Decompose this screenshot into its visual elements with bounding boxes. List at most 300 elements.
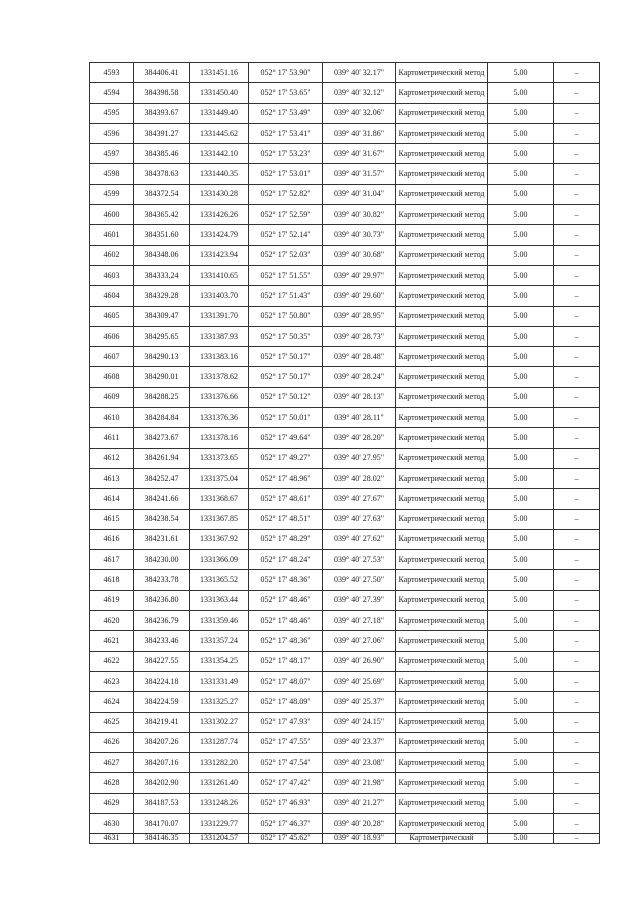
x-coordinate-cell: 384187.53 [134,793,190,813]
point-number-cell: 4602 [90,245,134,265]
accuracy-cell: 5.00 [488,184,554,204]
y-coordinate-cell: 1331426.26 [190,205,249,225]
latitude-cell: 052° 17' 49.64" [249,428,323,448]
method-cell: Картометрический метод [396,164,488,184]
y-coordinate-cell: 1331423.94 [190,245,249,265]
accuracy-cell: 5.00 [488,144,554,164]
accuracy-cell: 5.00 [488,529,554,549]
table-row [90,550,600,570]
note-cell: – [554,692,600,712]
x-coordinate-cell: 384290.01 [134,367,190,387]
longitude-cell: 039° 40' 31.67" [323,144,396,164]
longitude-cell: 039° 40' 21.98" [323,773,396,793]
y-coordinate-cell: 1331366.09 [190,550,249,570]
latitude-cell: 052° 17' 52.59" [249,205,323,225]
coordinates-table [89,62,600,844]
latitude-cell: 052° 17' 53.23" [249,144,323,164]
table-row [90,753,600,773]
y-coordinate-cell: 1331325.27 [190,692,249,712]
method-cell: Картометрический метод [396,245,488,265]
note-cell: – [554,448,600,468]
x-coordinate-cell: 384406.41 [134,63,190,83]
point-number-cell: 4596 [90,123,134,143]
y-coordinate-cell: 1331287.74 [190,732,249,752]
table-row [90,428,600,448]
point-number-cell: 4616 [90,529,134,549]
latitude-cell: 052° 17' 48.36" [249,570,323,590]
note-cell: – [554,286,600,306]
y-coordinate-cell: 1331449.40 [190,103,249,123]
point-number-cell: 4607 [90,347,134,367]
method-cell: Картометрический метод [396,103,488,123]
x-coordinate-cell: 384398.58 [134,83,190,103]
latitude-cell: 052° 17' 52.14" [249,225,323,245]
note-cell: – [554,367,600,387]
method-cell: Картометрический метод [396,793,488,813]
longitude-cell: 039° 40' 28.20" [323,428,396,448]
accuracy-cell: 5.00 [488,468,554,488]
note-cell: – [554,408,600,428]
table-row [90,63,600,83]
accuracy-cell: 5.00 [488,164,554,184]
longitude-cell: 039° 40' 31.04" [323,184,396,204]
note-cell: – [554,489,600,509]
method-cell: Картометрический метод [396,651,488,671]
longitude-cell: 039° 40' 30.73" [323,225,396,245]
note-cell: – [554,712,600,732]
table-row [90,692,600,712]
latitude-cell: 052° 17' 48.29" [249,529,323,549]
note-cell: – [554,813,600,833]
accuracy-cell: 5.00 [488,103,554,123]
latitude-cell: 052° 17' 48.61" [249,489,323,509]
point-number-cell: 4630 [90,813,134,833]
longitude-cell: 039° 40' 27.50" [323,570,396,590]
note-cell: – [554,611,600,631]
accuracy-cell: 5.00 [488,671,554,691]
accuracy-cell: 5.00 [488,793,554,813]
table-row [90,712,600,732]
table-row [90,671,600,691]
method-cell: Картометрический метод [396,692,488,712]
point-number-cell: 4628 [90,773,134,793]
note-cell: – [554,326,600,346]
y-coordinate-cell: 1331248.26 [190,793,249,813]
note-cell: – [554,123,600,143]
point-number-cell: 4623 [90,671,134,691]
note-cell: – [554,793,600,813]
longitude-cell: 039° 40' 25.69" [323,671,396,691]
note-cell: – [554,834,600,844]
longitude-cell: 039° 40' 23.08" [323,753,396,773]
note-cell: – [554,164,600,184]
x-coordinate-cell: 384288.25 [134,387,190,407]
table-row [90,265,600,285]
method-cell: Картометрический метод [396,732,488,752]
accuracy-cell: 5.00 [488,834,554,844]
latitude-cell: 052° 17' 50.12" [249,387,323,407]
latitude-cell: 052° 17' 48.17" [249,651,323,671]
longitude-cell: 039° 40' 24.15" [323,712,396,732]
latitude-cell: 052° 17' 49.27" [249,448,323,468]
x-coordinate-cell: 384224.18 [134,671,190,691]
latitude-cell: 052° 17' 48.07" [249,671,323,691]
table-row [90,245,600,265]
x-coordinate-cell: 384170.07 [134,813,190,833]
table-row [90,773,600,793]
y-coordinate-cell: 1331430.28 [190,184,249,204]
y-coordinate-cell: 1331424.79 [190,225,249,245]
x-coordinate-cell: 384273.67 [134,428,190,448]
x-coordinate-cell: 384207.26 [134,732,190,752]
table-row [90,834,600,844]
latitude-cell: 052° 17' 47.42" [249,773,323,793]
y-coordinate-cell: 1331368.67 [190,489,249,509]
accuracy-cell: 5.00 [488,611,554,631]
latitude-cell: 052° 17' 51.55" [249,265,323,285]
note-cell: – [554,468,600,488]
y-coordinate-cell: 1331331.49 [190,671,249,691]
y-coordinate-cell: 1331365.52 [190,570,249,590]
x-coordinate-cell: 384333.24 [134,265,190,285]
y-coordinate-cell: 1331367.85 [190,509,249,529]
x-coordinate-cell: 384236.79 [134,611,190,631]
x-coordinate-cell: 384241.66 [134,489,190,509]
y-coordinate-cell: 1331410.65 [190,265,249,285]
point-number-cell: 4620 [90,611,134,631]
point-number-cell: 4594 [90,83,134,103]
longitude-cell: 039° 40' 27.53" [323,550,396,570]
accuracy-cell: 5.00 [488,347,554,367]
method-cell: Картометрический метод [396,184,488,204]
longitude-cell: 039° 40' 18.93" [323,834,396,844]
y-coordinate-cell: 1331373.65 [190,448,249,468]
note-cell: – [554,773,600,793]
table-row [90,529,600,549]
accuracy-cell: 5.00 [488,286,554,306]
latitude-cell: 052° 17' 52.03" [249,245,323,265]
method-cell: Картометрический метод [396,265,488,285]
latitude-cell: 052° 17' 50.17" [249,367,323,387]
table-row [90,225,600,245]
accuracy-cell: 5.00 [488,773,554,793]
y-coordinate-cell: 1331440.35 [190,164,249,184]
y-coordinate-cell: 1331450.40 [190,83,249,103]
accuracy-cell: 5.00 [488,387,554,407]
note-cell: – [554,529,600,549]
point-number-cell: 4625 [90,712,134,732]
point-number-cell: 4613 [90,468,134,488]
method-cell: Картометрический метод [396,306,488,326]
accuracy-cell: 5.00 [488,326,554,346]
x-coordinate-cell: 384202.90 [134,773,190,793]
accuracy-cell: 5.00 [488,489,554,509]
latitude-cell: 052° 17' 50.17" [249,347,323,367]
longitude-cell: 039° 40' 28.24" [323,367,396,387]
note-cell: – [554,103,600,123]
point-number-cell: 4597 [90,144,134,164]
point-number-cell: 4624 [90,692,134,712]
x-coordinate-cell: 384233.78 [134,570,190,590]
latitude-cell: 052° 17' 50.01" [249,408,323,428]
accuracy-cell: 5.00 [488,408,554,428]
table-row [90,306,600,326]
accuracy-cell: 5.00 [488,631,554,651]
note-cell: – [554,387,600,407]
longitude-cell: 039° 40' 31.57" [323,164,396,184]
table-row [90,813,600,833]
longitude-cell: 039° 40' 25.37" [323,692,396,712]
longitude-cell: 039° 40' 28.02" [323,468,396,488]
method-cell: Картометрический метод [396,347,488,367]
method-cell: Картометрический метод [396,123,488,143]
table-row [90,489,600,509]
note-cell: – [554,651,600,671]
y-coordinate-cell: 1331375.04 [190,468,249,488]
accuracy-cell: 5.00 [488,448,554,468]
note-cell: – [554,570,600,590]
note-cell: – [554,184,600,204]
table-row [90,793,600,813]
latitude-cell: 052° 17' 53.49" [249,103,323,123]
method-cell: Картометрический метод [396,529,488,549]
longitude-cell: 039° 40' 32.12" [323,83,396,103]
method-cell: Картометрический метод [396,286,488,306]
note-cell: – [554,245,600,265]
longitude-cell: 039° 40' 28.73" [323,326,396,346]
table-row [90,590,600,610]
method-cell: Картометрический метод [396,63,488,83]
latitude-cell: 052° 17' 52.82" [249,184,323,204]
x-coordinate-cell: 384378.63 [134,164,190,184]
latitude-cell: 052° 17' 47.93" [249,712,323,732]
method-cell: Картометрический метод [396,225,488,245]
table-row [90,286,600,306]
x-coordinate-cell: 384207.16 [134,753,190,773]
table-row [90,83,600,103]
point-number-cell: 4598 [90,164,134,184]
x-coordinate-cell: 384309.47 [134,306,190,326]
x-coordinate-cell: 384365.42 [134,205,190,225]
method-cell: Картометрический метод [396,773,488,793]
table-row [90,732,600,752]
note-cell: – [554,225,600,245]
accuracy-cell: 5.00 [488,550,554,570]
table-row [90,448,600,468]
latitude-cell: 052° 17' 48.36" [249,631,323,651]
table-row [90,408,600,428]
accuracy-cell: 5.00 [488,509,554,529]
method-cell: Картометрический метод [396,144,488,164]
y-coordinate-cell: 1331354.25 [190,651,249,671]
table-row [90,144,600,164]
point-number-cell: 4618 [90,570,134,590]
x-coordinate-cell: 384391.27 [134,123,190,143]
x-coordinate-cell: 384219.41 [134,712,190,732]
x-coordinate-cell: 384372.54 [134,184,190,204]
method-cell: Картометрический метод [396,408,488,428]
method-cell: Картометрический метод [396,509,488,529]
x-coordinate-cell: 384231.61 [134,529,190,549]
method-cell: Картометрический метод [396,468,488,488]
x-coordinate-cell: 384146.35 [134,834,190,844]
point-number-cell: 4617 [90,550,134,570]
note-cell: – [554,509,600,529]
longitude-cell: 039° 40' 29.97" [323,265,396,285]
longitude-cell: 039° 40' 32.17" [323,63,396,83]
note-cell: – [554,631,600,651]
latitude-cell: 052° 17' 48.09" [249,692,323,712]
latitude-cell: 052° 17' 51.43" [249,286,323,306]
method-cell: Картометрический метод [396,83,488,103]
latitude-cell: 052° 17' 46.37" [249,813,323,833]
table-row [90,509,600,529]
longitude-cell: 039° 40' 26.90" [323,651,396,671]
y-coordinate-cell: 1331357.24 [190,631,249,651]
x-coordinate-cell: 384348.06 [134,245,190,265]
latitude-cell: 052° 17' 48.46" [249,590,323,610]
longitude-cell: 039° 40' 28.95" [323,306,396,326]
longitude-cell: 039° 40' 27.67" [323,489,396,509]
x-coordinate-cell: 384351.60 [134,225,190,245]
y-coordinate-cell: 1331378.62 [190,367,249,387]
method-cell: Картометрический метод [396,671,488,691]
table-row [90,123,600,143]
point-number-cell: 4603 [90,265,134,285]
point-number-cell: 4605 [90,306,134,326]
note-cell: – [554,63,600,83]
x-coordinate-cell: 384224.59 [134,692,190,712]
method-cell: Картометрический метод [396,428,488,448]
point-number-cell: 4609 [90,387,134,407]
accuracy-cell: 5.00 [488,651,554,671]
x-coordinate-cell: 384236.80 [134,590,190,610]
point-number-cell: 4621 [90,631,134,651]
point-number-cell: 4631 [90,834,134,844]
y-coordinate-cell: 1331367.92 [190,529,249,549]
method-cell: Картометрический метод [396,387,488,407]
table-row [90,387,600,407]
y-coordinate-cell: 1331376.66 [190,387,249,407]
longitude-cell: 039° 40' 28.13" [323,387,396,407]
method-cell: Картометрический метод [396,489,488,509]
point-number-cell: 4622 [90,651,134,671]
x-coordinate-cell: 384230.00 [134,550,190,570]
y-coordinate-cell: 1331442.10 [190,144,249,164]
point-number-cell: 4626 [90,732,134,752]
x-coordinate-cell: 384284.84 [134,408,190,428]
accuracy-cell: 5.00 [488,570,554,590]
longitude-cell: 039° 40' 27.63" [323,509,396,529]
method-cell: Картометрический метод [396,631,488,651]
point-number-cell: 4629 [90,793,134,813]
y-coordinate-cell: 1331359.46 [190,611,249,631]
point-number-cell: 4601 [90,225,134,245]
latitude-cell: 052° 17' 48.51" [249,509,323,529]
x-coordinate-cell: 384329.28 [134,286,190,306]
accuracy-cell: 5.00 [488,306,554,326]
accuracy-cell: 5.00 [488,692,554,712]
method-cell: Картометрический [396,834,488,844]
accuracy-cell: 5.00 [488,205,554,225]
note-cell: – [554,671,600,691]
point-number-cell: 4627 [90,753,134,773]
point-number-cell: 4608 [90,367,134,387]
note-cell: – [554,550,600,570]
latitude-cell: 052° 17' 53.41" [249,123,323,143]
note-cell: – [554,590,600,610]
x-coordinate-cell: 384233.46 [134,631,190,651]
point-number-cell: 4593 [90,63,134,83]
note-cell: – [554,428,600,448]
longitude-cell: 039° 40' 23.37" [323,732,396,752]
method-cell: Картометрический метод [396,712,488,732]
point-number-cell: 4615 [90,509,134,529]
longitude-cell: 039° 40' 28.11" [323,408,396,428]
point-number-cell: 4619 [90,590,134,610]
y-coordinate-cell: 1331403.70 [190,286,249,306]
latitude-cell: 052° 17' 50.35" [249,326,323,346]
table-row [90,103,600,123]
table-row [90,347,600,367]
accuracy-cell: 5.00 [488,732,554,752]
accuracy-cell: 5.00 [488,83,554,103]
table-row [90,205,600,225]
longitude-cell: 039° 40' 27.39" [323,590,396,610]
accuracy-cell: 5.00 [488,225,554,245]
method-cell: Картометрический метод [396,611,488,631]
x-coordinate-cell: 384290.13 [134,347,190,367]
method-cell: Картометрический метод [396,367,488,387]
accuracy-cell: 5.00 [488,265,554,285]
x-coordinate-cell: 384252.47 [134,468,190,488]
y-coordinate-cell: 1331376.36 [190,408,249,428]
method-cell: Картометрический метод [396,448,488,468]
latitude-cell: 052° 17' 47.55" [249,732,323,752]
longitude-cell: 039° 40' 31.86" [323,123,396,143]
longitude-cell: 039° 40' 29.60" [323,286,396,306]
latitude-cell: 052° 17' 48.24" [249,550,323,570]
latitude-cell: 052° 17' 47.54" [249,753,323,773]
accuracy-cell: 5.00 [488,367,554,387]
method-cell: Картометрический метод [396,813,488,833]
x-coordinate-cell: 384295.65 [134,326,190,346]
point-number-cell: 4611 [90,428,134,448]
note-cell: – [554,306,600,326]
y-coordinate-cell: 1331363.44 [190,590,249,610]
longitude-cell: 039° 40' 30.68" [323,245,396,265]
x-coordinate-cell: 384261.94 [134,448,190,468]
method-cell: Картометрический метод [396,753,488,773]
y-coordinate-cell: 1331261.40 [190,773,249,793]
latitude-cell: 052° 17' 48.46" [249,611,323,631]
note-cell: – [554,83,600,103]
latitude-cell: 052° 17' 53.90" [249,63,323,83]
y-coordinate-cell: 1331387.93 [190,326,249,346]
point-number-cell: 4612 [90,448,134,468]
accuracy-cell: 5.00 [488,590,554,610]
method-cell: Картометрический метод [396,570,488,590]
x-coordinate-cell: 384227.55 [134,651,190,671]
accuracy-cell: 5.00 [488,753,554,773]
longitude-cell: 039° 40' 27.18" [323,611,396,631]
accuracy-cell: 5.00 [488,813,554,833]
latitude-cell: 052° 17' 53.01" [249,164,323,184]
y-coordinate-cell: 1331383.16 [190,347,249,367]
table-row [90,631,600,651]
table-row [90,570,600,590]
point-number-cell: 4614 [90,489,134,509]
